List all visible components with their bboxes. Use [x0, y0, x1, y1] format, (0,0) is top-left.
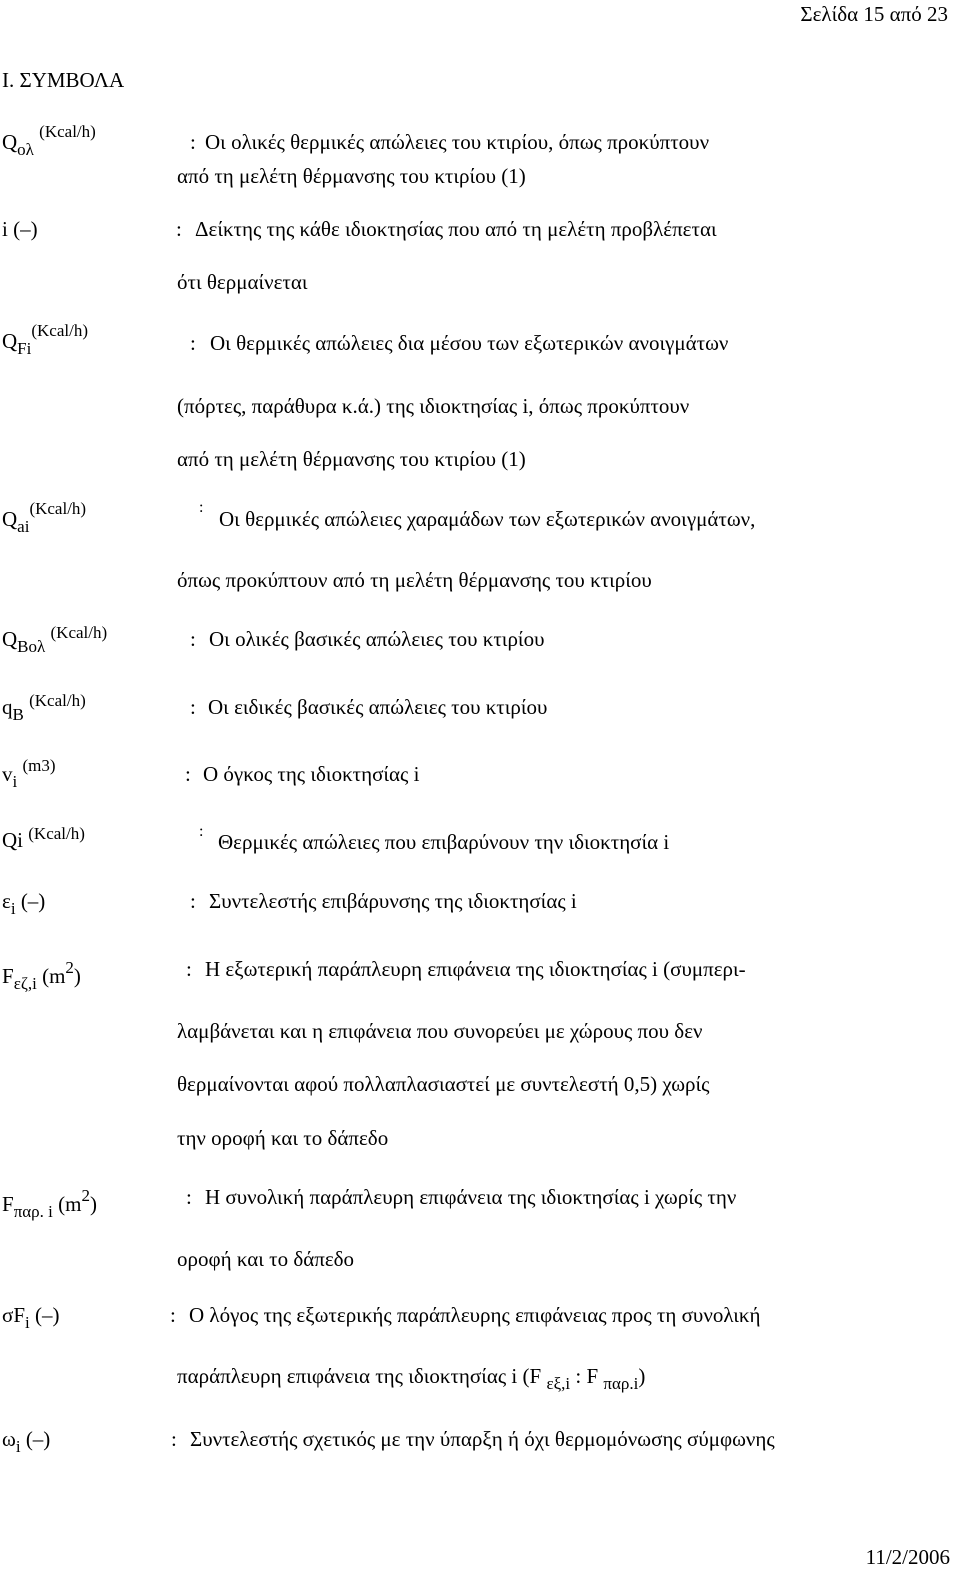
symbol-sub: ai [17, 517, 30, 536]
symbol-unit: (Kcal/h) [29, 499, 87, 518]
definition-line: λαμβάνεται και η επιφάνεια που συνορεύει με χώρους που δεν [177, 1019, 703, 1043]
symbol-omega-i [2, 1429, 50, 1455]
symbol-main: Q [2, 627, 18, 651]
definition-colon: : [185, 762, 191, 786]
symbol-unit-close: ) [73, 964, 81, 988]
ratio-separator: : F [570, 1364, 604, 1388]
definition-colon: : [171, 1427, 177, 1451]
symbol-unit: (m3) [22, 756, 56, 775]
symbol-sub: i [10, 899, 16, 918]
definition-line: Η εξωτερική παράπλευρη επιφάνεια της ιδιοκτησίας i (συμπερι- [205, 957, 746, 981]
ratio-sub: εξ,i [546, 1374, 571, 1393]
ratio-text: παράπλευρη επιφάνεια της ιδιοκτησίας i (F [177, 1364, 547, 1388]
symbol-main: F [2, 964, 14, 988]
definition-colon: : [190, 331, 196, 355]
symbol-sub: B [12, 705, 24, 724]
definition-colon: : [199, 823, 204, 840]
symbol-main: q [2, 695, 13, 719]
symbol-main: ω [2, 1427, 16, 1451]
symbol-q-b [2, 691, 86, 724]
symbol-unit-exponent: 2 [65, 958, 74, 977]
symbol-q-bol [2, 623, 108, 656]
symbol-main: v [2, 762, 13, 786]
symbol-unit: (Kcal/h) [50, 623, 108, 642]
definition-line: Συντελεστής επιβάρυνσης της ιδιοκτησίας i [209, 889, 577, 913]
symbol-q-fi [2, 321, 88, 358]
definition-colon: : [186, 957, 192, 981]
definition-line: Ο όγκος της ιδιοκτησίας i [203, 762, 420, 786]
symbol-sub: i [15, 1437, 21, 1456]
definition-line: Δείκτης της κάθε ιδιοκτησίας που από τη μελέτη προβλέπεται [195, 217, 717, 241]
definition-line: ότι θερμαίνεται [177, 270, 308, 294]
symbol-sub: i [12, 772, 18, 791]
symbol-f-ez-i [2, 959, 81, 992]
definition-colon: : [190, 627, 196, 651]
symbol-qi [2, 824, 85, 852]
definition-colon: : [176, 217, 182, 241]
definition-colon: : [186, 1185, 192, 1209]
symbol-unit: (m [58, 1192, 82, 1216]
symbol-unit-exponent: 2 [81, 1186, 90, 1205]
symbol-sigma-f-i [2, 1305, 59, 1331]
definition-colon: : [170, 1303, 176, 1327]
definition-line: Οι ολικές βασικές απώλειες του κτιρίου [209, 627, 545, 651]
definition-line: από τη μελέτη θέρμανσης του κτιρίου (1) [177, 164, 526, 188]
symbol-epsilon-i [2, 891, 45, 917]
definition-line: την οροφή και το δάπεδο [177, 1126, 389, 1150]
symbol-unit-close: ) [89, 1192, 97, 1216]
definition-line: Η συνολική παράπλευρη επιφάνεια της ιδιοκτησίας i χωρίς την [205, 1185, 737, 1209]
definition-line: Οι θερμικές απώλειες χαραμάδων των εξωτερικών ανοιγμάτων, [219, 507, 756, 531]
definition-line-ratio [177, 1366, 645, 1392]
ratio-close: ) [638, 1364, 646, 1388]
definition-line: από τη μελέτη θέρμανσης του κτιρίου (1) [177, 447, 526, 471]
definition-line: (πόρτες, παράθυρα κ.ά.) της ιδιοκτησίας i, όπως προκύπτουν [177, 394, 690, 418]
definition-line: Οι ειδικές βασικές απώλειες του κτιρίου [208, 695, 548, 719]
definition-line: Ο λόγος της εξωτερικής παράπλευρης επιφάνειας προς τη συνολική [189, 1303, 761, 1327]
symbol-unit: (Kcal/h) [29, 691, 86, 710]
symbol-unit: (Kcal/h) [28, 824, 85, 843]
symbol-unit: (m [42, 964, 66, 988]
symbol-main: ε [2, 889, 11, 913]
symbol-sub: i [25, 1313, 30, 1332]
symbol-q-ol [2, 122, 96, 159]
symbol-sub: παρ. i [13, 1202, 53, 1221]
symbol-unit: (–) [25, 1427, 51, 1451]
symbol-main: Q [2, 507, 18, 531]
symbol-unit: (Kcal/h) [39, 122, 96, 141]
symbol-q-ai [2, 499, 87, 536]
symbol-sub: ολ [17, 140, 34, 159]
page-number: Σελίδα 15 από 23 [800, 2, 948, 26]
symbol-unit: (–) [20, 889, 46, 913]
definition-line: Οι ολικές θερμικές απώλειες του κτιρίου, όπως προκύπτουν [205, 130, 710, 154]
definition-colon: : [199, 499, 204, 516]
footer-date: 11/2/2006 [865, 1545, 950, 1569]
symbol-main: σF [2, 1303, 25, 1327]
symbol-main: Qi [2, 828, 23, 852]
symbol-unit: (Kcal/h) [31, 321, 88, 340]
definition-colon: : [190, 130, 196, 154]
definition-line: όπως προκύπτουν από τη μελέτη θέρμανσης του κτιρίου [177, 568, 652, 592]
symbol-sub: Βολ [17, 637, 46, 656]
symbol-sub: εζ,i [13, 974, 37, 993]
symbol-main: Q [2, 329, 18, 353]
symbol-main: F [2, 1192, 14, 1216]
definition-line: θερμαίνονται αφού πολλαπλασιαστεί με συντελεστή 0,5) χωρίς [177, 1072, 710, 1096]
symbol-i: i (–) [2, 217, 38, 241]
definition-line: Οι θερμικές απώλειες δια μέσου των εξωτερικών ανοιγμάτων [210, 331, 729, 355]
definition-colon: : [190, 695, 196, 719]
ratio-sub: παρ.i [603, 1374, 639, 1393]
section-title: Ι. ΣΥΜΒΟΛΑ [2, 68, 125, 92]
symbol-v-i [2, 756, 56, 791]
symbol-unit: (–) [34, 1303, 60, 1327]
symbol-sub: Fi [17, 339, 32, 358]
symbol-main: Q [2, 130, 18, 154]
definition-line: Θερμικές απώλειες που επιβαρύνουν την ιδιοκτησία i [218, 830, 670, 854]
definition-colon: : [190, 889, 196, 913]
definition-line: Συντελεστής σχετικός με την ύπαρξη ή όχι θερμομόνωσης σύμφωνης [190, 1427, 775, 1451]
symbol-f-par-i [2, 1187, 97, 1220]
definition-line: οροφή και το δάπεδο [177, 1247, 355, 1271]
